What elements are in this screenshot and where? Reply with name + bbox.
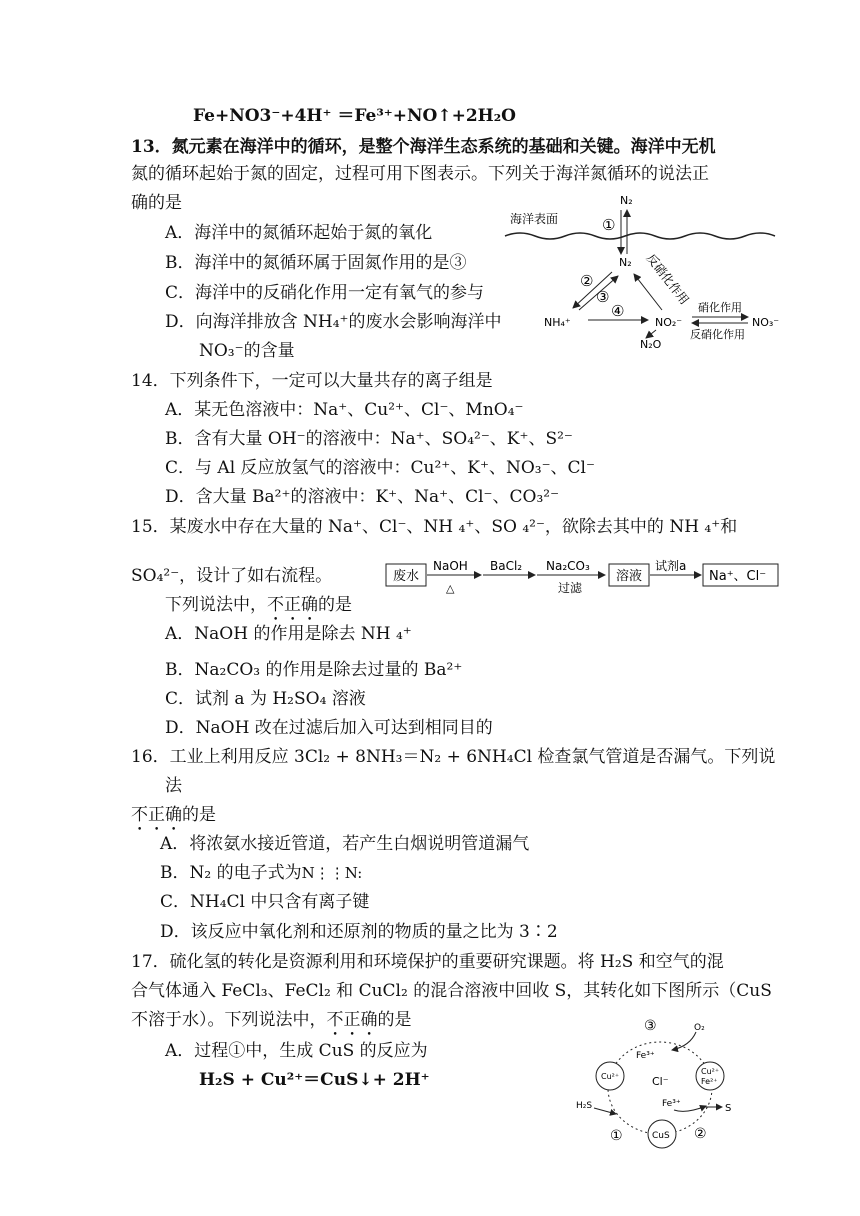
cu2-fe2-label-cu: Cu²⁺: [701, 1067, 720, 1076]
q15-stem-line2: SO₄²⁻，设计了如右流程。: [131, 566, 333, 586]
o2-label: O₂: [694, 1023, 705, 1033]
fe3-bottom-label: Fe³⁺: [662, 1099, 681, 1109]
fe3-top-label: Fe³⁺: [636, 1051, 655, 1061]
q16-option-a: A．将浓氨水接近管道，若产生白烟说明管道漏气: [160, 834, 530, 854]
s-label: S: [725, 1103, 732, 1114]
flow-heat-sign: △: [446, 582, 455, 595]
wastewater-flow-chart: [383, 556, 783, 598]
cu2-label: Cu²⁺: [601, 1072, 620, 1081]
q13-stem-line2: 氮的循环起始于氮的固定，过程可用下图表示。下列关于海洋氮循环的说法正: [131, 164, 709, 184]
q13-option-b: B．海洋中的氮循环属于固氮作用的是③: [165, 253, 467, 273]
flow-box-solution-label: 溶液: [616, 569, 643, 584]
q13-stem-line3: 确的是: [131, 193, 182, 213]
q16-stem-line2: 法: [165, 776, 182, 796]
sea-surface-label: 海洋表面: [510, 212, 559, 226]
q13-stem-line1: 13．氮元素在海洋中的循环，是整个海洋生态系统的基础和关键。海洋中无机: [131, 137, 716, 157]
q17-option-a-line2: H₂S + Cu²⁺＝CuS↓+ 2H⁺: [199, 1070, 430, 1090]
flow-box-wastewater-label: 废水: [393, 569, 420, 584]
flow-reagent-na2co3: Na₂CO₃: [546, 559, 590, 573]
q16-option-d: D．该反应中氧化剂和还原剂的物质的量之比为 3∶2: [160, 922, 558, 942]
nh4-label: NH₄⁺: [544, 316, 571, 329]
q17-option-a-line1: A．过程①中，生成 CuS 的反应为: [165, 1041, 428, 1061]
q14-option-a: A．某无色溶液中：Na⁺、Cu²⁺、Cl⁻、MnO₄⁻: [165, 400, 524, 420]
no3-label: NO₃⁻: [752, 316, 780, 329]
q16-option-b: B．N₂ 的电子式为N⋮⋮N:: [160, 863, 363, 883]
step-2-label: ②: [580, 272, 594, 290]
step-1-label: ①: [610, 1128, 623, 1144]
h2s-label: H₂S: [576, 1101, 593, 1111]
q15-stem-line3: 下列说法中，不正确的是: [165, 595, 352, 615]
flow-reagent-a: 试剂a: [655, 559, 687, 573]
flow-box-product-label: Na⁺、Cl⁻: [709, 569, 767, 584]
q17-stem-line1: 17．硫化氢的转化是资源利用和环境保护的重要研究课题。将 H₂S 和空气的混: [131, 952, 724, 972]
q17-stem-line3: 不溶于水）。下列说法中，不正确的是: [131, 1010, 412, 1030]
q13-option-d-line2: NO₃⁻的含量: [199, 341, 295, 361]
step-3-label: ③: [596, 288, 610, 306]
q17-stem-line2: 合气体通入 FeCl₃、FeCl₂ 和 CuCl₂ 的混合溶液中回收 S，其转化如下图所示（CuS: [131, 981, 772, 1001]
h2s-conversion-cycle-diagram: [570, 1010, 750, 1155]
no2-to-n2-arrow: [634, 274, 662, 310]
cus-label: CuS: [652, 1131, 670, 1141]
q15-stem-line1: 15．某废水中存在大量的 Na⁺、Cl⁻、NH ₄⁺、SO ₄²⁻，欲除去其中的 NH ₄⁺和: [131, 517, 738, 537]
flow-reagent-bacl2: BaCl₂: [490, 559, 523, 573]
n2-top-label: N₂: [620, 194, 633, 207]
no2-label: NO₂⁻: [655, 316, 683, 329]
n2-electron-formula: N⋮⋮N:: [301, 864, 363, 882]
flow-filter-label: 过滤: [558, 581, 583, 595]
no2-to-n2o-arrow: [646, 330, 656, 338]
q15-option-d: D．NaOH 改在过滤后加入可达到相同目的: [165, 718, 493, 738]
q13-option-c: C．海洋中的反硝化作用一定有氧气的参与: [165, 283, 485, 303]
step-2-label: ②: [694, 1126, 707, 1142]
q14-option-c: C．与 Al 反应放氢气的溶液中：Cu²⁺、K⁺、NO₃⁻、Cl⁻: [165, 458, 595, 478]
q15-option-c: C．试剂 a 为 H₂SO₄ 溶液: [165, 689, 366, 709]
sea-surface-wave: [505, 233, 775, 239]
q15-option-a: A．NaOH 的作用是除去 NH ₄⁺: [165, 624, 412, 644]
q14-stem: 14．下列条件下，一定可以大量共存的离子组是: [131, 371, 493, 391]
n2-mid-label: N₂: [619, 256, 632, 269]
step-4-label: ④: [611, 302, 625, 320]
h2s-arrow: [594, 1108, 616, 1114]
q14-option-b: B．含有大量 OH⁻的溶液中：Na⁺、SO₄²⁻、K⁺、S²⁻: [165, 429, 573, 449]
q14-option-d: D．含大量 Ba²⁺的溶液中：K⁺、Na⁺、Cl⁻、CO₃²⁻: [165, 487, 560, 507]
q16-option-c: C．NH₄Cl 中只含有离子键: [160, 892, 370, 912]
q13-option-a: A．海洋中的氮循环起始于氮的氧化: [165, 223, 433, 243]
denitrification-vertical-label: 反硝化作用: [643, 251, 692, 308]
flow-reagent-naoh: NaOH: [433, 559, 468, 573]
n2o-label: N₂O: [640, 338, 662, 351]
q16-stem-line3: 不正确的是: [131, 805, 216, 825]
cu2-fe2-label-fe: Fe²⁺: [701, 1077, 718, 1086]
q13-option-d-line1: D．向海洋排放含 NH₄⁺的废水会影响海洋中: [165, 312, 502, 332]
q15-option-b: B．Na₂CO₃ 的作用是除去过量的 Ba²⁺: [165, 660, 463, 680]
nitrogen-cycle-diagram: [500, 190, 800, 355]
prev-equation: Fe+NO3⁻+4H⁺ ＝Fe³⁺+NO↑+2H₂O: [193, 106, 516, 126]
cl-center-label: Cl⁻: [652, 1075, 669, 1088]
nitrification-label: 硝化作用: [698, 301, 742, 314]
step-3-label: ③: [644, 1018, 657, 1034]
step-1-label: ①: [602, 216, 616, 234]
denitrification-label: 反硝化作用: [690, 328, 745, 341]
q16-stem-line1: 16．工业上利用反应 3Cl₂ + 8NH₃＝N₂ + 6NH₄Cl 检查氯气管道是否漏气。下列说: [131, 747, 776, 767]
